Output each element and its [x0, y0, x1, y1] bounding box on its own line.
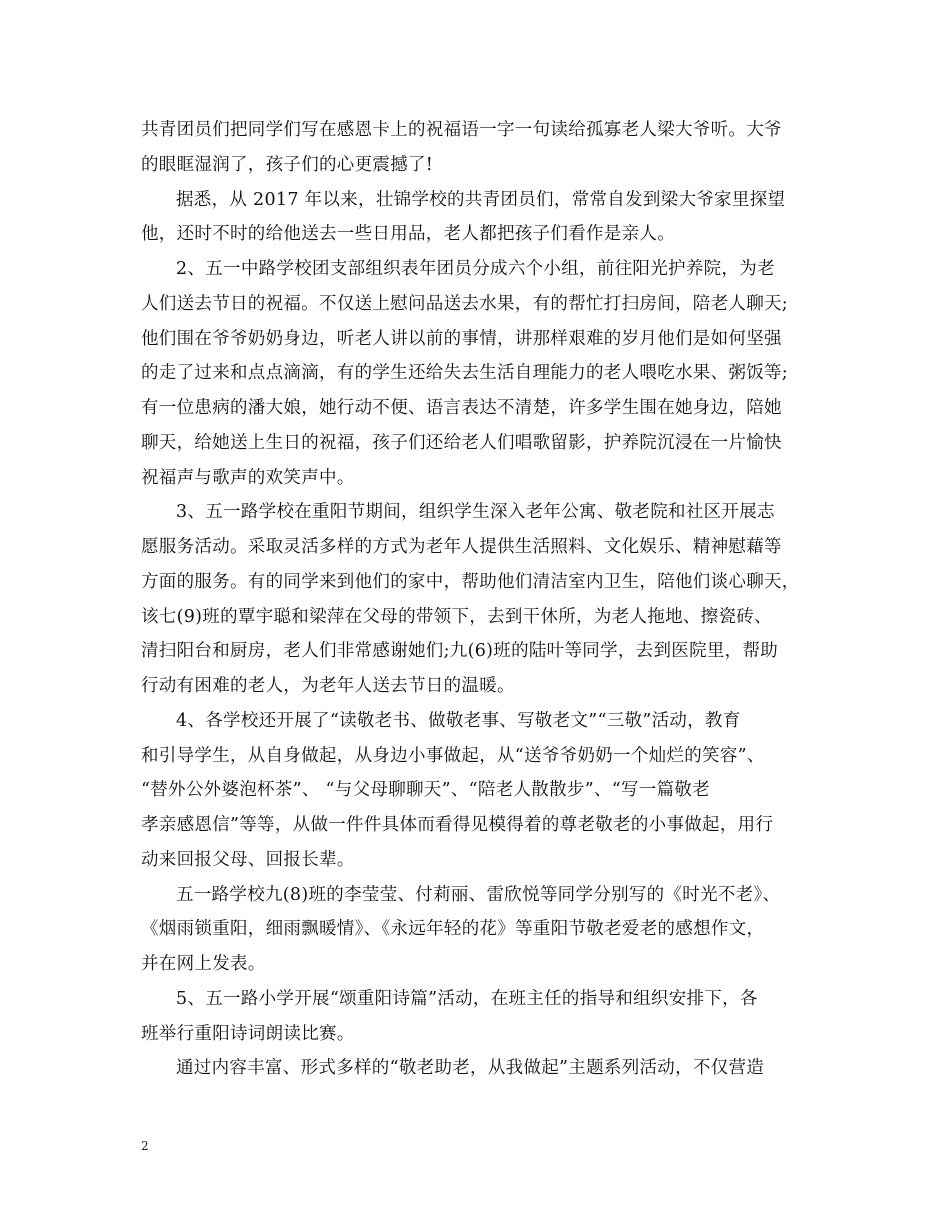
text-line: 《烟雨锁重阳，细雨飘暖情》、《永远年轻的花》等重阳节敬老爱老的感想作文， [141, 919, 765, 940]
text-line: 通过内容丰富、形式多样的“敬老助老，从我做起”主题系列活动，不仅营造 [176, 1058, 765, 1079]
text-line: 5、五一路小学开展“颂重阳诗篇”活动，在班主任的指导和组织安排下，各 [176, 988, 758, 1009]
body-text [141, 113, 841, 1086]
text-line: 据悉，从 2017 年以来，壮锦学校的共青团员们，常常自发到梁大爷家里探望 [176, 189, 786, 210]
text-line: 的眼眶湿润了，孩子们的心更震撼了! [141, 154, 434, 175]
text-line: 人们送去节日的祝福。不仅送上慰问品送去水果，有的帮忙打扫房间，陪老人聊天; [141, 293, 788, 314]
text-line: 4、各学校还开展了“读敬老书、做敬老事、写敬老文”“三敬”活动，教育 [176, 710, 741, 731]
text-line: 动来回报父母、回报长辈。 [141, 849, 355, 870]
text-line: 和引导学生，从自身做起，从身边小事做起，从“送爷爷奶奶一个灿烂的笑容”、 [141, 745, 765, 766]
text-line: 2、五一中路学校团支部组织表年团员分成六个小组，前往阳光护养院，为老 [176, 259, 775, 279]
text-line: 有一位患病的潘大娘，她行动不便、语言表达不清楚，许多学生围在她身边，陪她 [141, 398, 782, 418]
text-line: 孝亲感恩信”等等，从做一件件具体而看得见模得着的尊老敬老的小事做起，用行 [141, 815, 774, 835]
text-line: 的走了过来和点点滴滴，有的学生还给失去生活自理能力的老人喂吃水果、粥饭等; [141, 363, 788, 384]
text-line: 他们围在爷爷奶奶身边，听老人讲以前的事情，讲那样艰难的岁月他们是如何坚强 [141, 328, 782, 349]
text-line: “替外公外婆泡杯茶”、 “与父母聊聊天”、“陪老人散散步”、“写一篇敬老 [141, 780, 710, 801]
text-line: 五一路学校九(8)班的李莹莹、付莉丽、雷欣悦等同学分别写的《时光不老》、 [176, 884, 781, 905]
text-line: 方面的服务。有的同学来到他们的家中，帮助他们清洁室内卫生，陪他们谈心聊天， [141, 571, 800, 592]
text-line: 3、五一路学校在重阳节期间，组织学生深入老年公寓、敬老院和社区开展志 [176, 502, 775, 523]
text-line: 行动有困难的老人，为老年人送去节日的温暖。 [141, 676, 515, 696]
text-line: 愿服务活动。采取灵活多样的方式为老年人提供生活照料、文化娱乐、精神慰藉等 [141, 537, 782, 557]
text-line: 并在网上发表。 [141, 954, 266, 974]
text-line: 班举行重阳诗词朗读比赛。 [141, 1023, 355, 1044]
text-line: 聊天，给她送上生日的祝福，孩子们还给老人们唱歌留影，护养院沉浸在一片愉快 [141, 432, 782, 453]
text-line: 清扫阳台和厨房，老人们非常感谢她们;九(6)班的陆叶等同学，去到医院里，帮助 [141, 641, 779, 662]
text-line: 祝福声与歌声的欢笑声中。 [141, 467, 355, 488]
page-number: 2 [141, 1139, 149, 1153]
text-line: 他，还时不时的给他送去一些日用品，老人都把孩子们看作是亲人。 [141, 224, 675, 245]
text-line: 该七(9)班的覃宇聪和梁萍在父母的带领下，去到干休所，为老人拖地、擦瓷砖、 [141, 606, 772, 627]
text-line: 共青团员们把同学们写在感恩卡上的祝福语一字一句读给孤寡老人梁大爷听。大爷 [141, 120, 782, 140]
